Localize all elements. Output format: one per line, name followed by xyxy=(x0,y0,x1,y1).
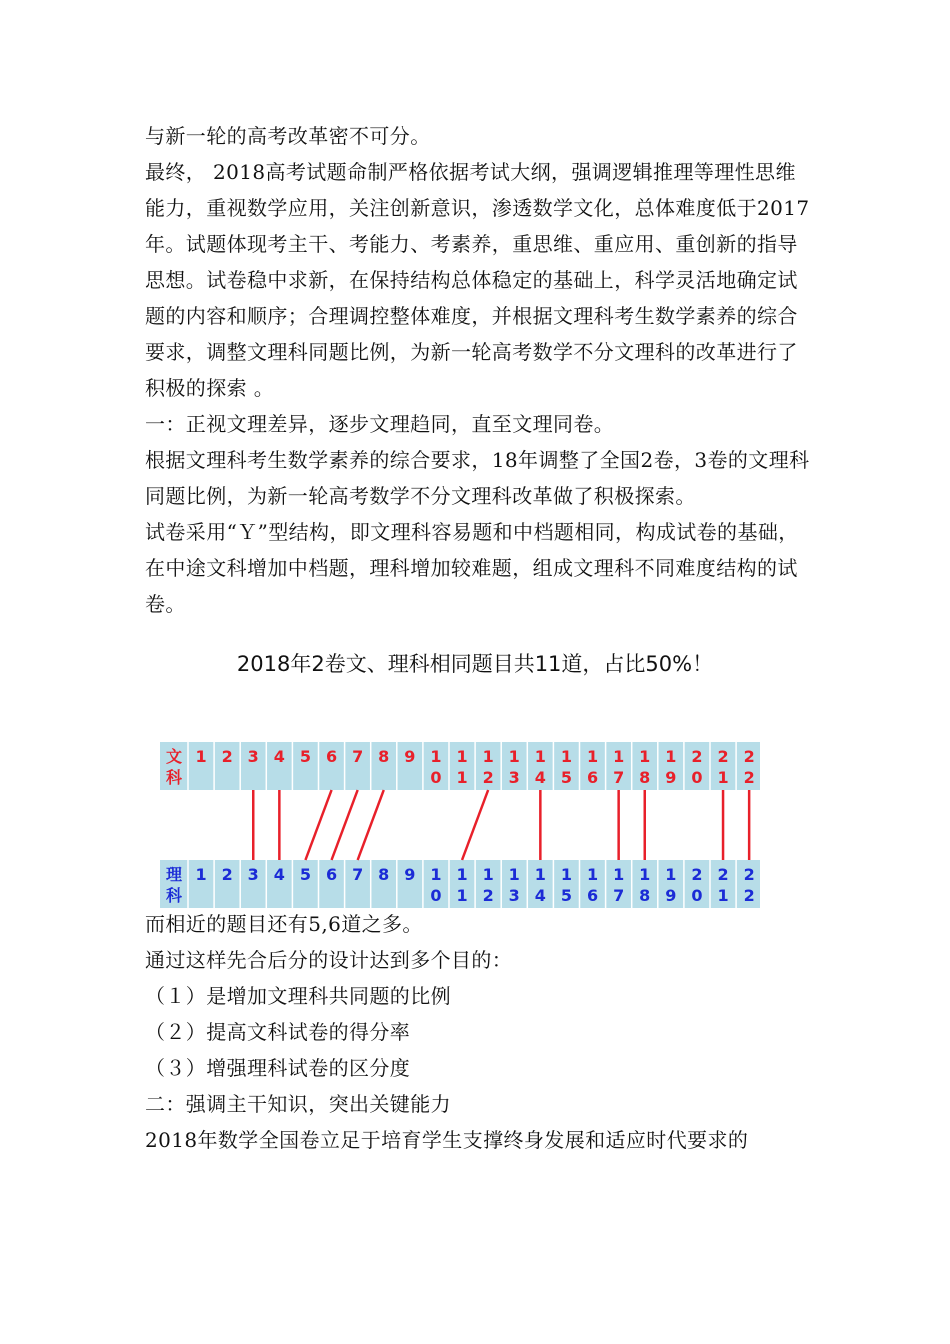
list-item: （２）提高文科试卷的得分率 xyxy=(145,1020,411,1044)
li-question-number: 6 xyxy=(325,865,338,884)
li-question-number: 7 xyxy=(613,886,625,905)
li-question-number: 1 xyxy=(665,865,677,884)
list-item: （３）增强理科试卷的区分度 xyxy=(145,1056,411,1080)
li-question-number: 8 xyxy=(378,865,390,884)
wen-question-number: 1 xyxy=(613,747,625,766)
wen-question-number: 2 xyxy=(221,747,233,766)
wen-question-number: 3 xyxy=(247,747,259,766)
wen-question-number: 1 xyxy=(717,768,729,787)
wen-label-char: 科 xyxy=(165,768,183,787)
li-question-number: 4 xyxy=(273,865,285,884)
li-question-number: 3 xyxy=(508,886,520,905)
wen-question-number: 2 xyxy=(482,768,494,787)
wen-question-number: 4 xyxy=(273,747,285,766)
main-text xyxy=(145,154,815,622)
paragraph: 通过这样先合后分的设计达到多个目的： xyxy=(145,948,513,972)
li-row xyxy=(160,860,760,908)
wen-question-number: 3 xyxy=(508,768,520,787)
wen-question-number: 1 xyxy=(508,747,520,766)
li-label-char: 科 xyxy=(165,886,183,905)
wen-question-number: 4 xyxy=(534,768,546,787)
wen-question-number: 0 xyxy=(430,768,442,787)
li-question-number: 2 xyxy=(743,865,755,884)
li-question-number: 8 xyxy=(639,886,651,905)
wen-question-number: 2 xyxy=(717,747,729,766)
li-question-number: 0 xyxy=(691,886,703,905)
wen-question-number: 1 xyxy=(456,747,468,766)
li-question-number: 1 xyxy=(639,865,651,884)
wen-question-number: 7 xyxy=(352,747,364,766)
li-question-number: 1 xyxy=(456,865,468,884)
li-question-number: 1 xyxy=(534,865,546,884)
paragraph: 最终， 2018高考试题命制严格依据考试大纲，强调逻辑推理等理性思维能力，重视数学应用，关注创新意识，渗透数学文化，总体难度低于2017年。试题体现考主干、考能力、考素养，重思维、重应用、重创新的指导思想。试卷稳中求新，在保持结构总体稳定的基础上，科学灵活地确定试题的内容和顺序；合理调控整体难度，并根据文理科考生数学素养的综合要求，调整文理科同题比例，为新一轮高考数学不分文理科的改革进行了积极的探索 。 xyxy=(145,160,810,400)
wen-question-number: 2 xyxy=(743,768,755,787)
same-question-connector xyxy=(358,790,384,860)
section-heading-1: 一：正视文理差异，逐步文理趋同，直至文理同卷。 xyxy=(145,412,615,436)
li-question-number: 1 xyxy=(613,865,625,884)
li-question-number: 2 xyxy=(221,865,233,884)
paragraph: 根据文理科考生数学素养的综合要求，18年调整了全国2卷，3卷的文理科同题比例，为新一轮高考数学不分文理科改革做了积极探索。 xyxy=(145,448,810,508)
wen-question-number: 6 xyxy=(586,768,599,787)
paragraph: 试卷采用“Ｙ”型结构，即文理科容易题和中档题相同，构成试卷的基础，在中途文科增加中档题，理科增加较难题，组成文理科不同难度结构的试卷。 xyxy=(145,520,799,616)
li-question-number: 1 xyxy=(717,886,729,905)
li-question-number: 1 xyxy=(195,865,207,884)
li-question-number: 2 xyxy=(743,886,755,905)
wen-question-number: 7 xyxy=(613,768,625,787)
li-question-number: 6 xyxy=(586,886,599,905)
same-question-connector xyxy=(305,790,331,860)
closing-text xyxy=(145,906,815,1158)
wen-question-number: 1 xyxy=(560,747,573,766)
wen-row xyxy=(160,742,760,790)
li-question-number: 7 xyxy=(352,865,364,884)
wen-question-number: 2 xyxy=(743,747,755,766)
wen-question-number: 1 xyxy=(665,747,677,766)
li-question-number: 2 xyxy=(482,886,494,905)
li-question-number: 3 xyxy=(247,865,259,884)
paragraph: 2018年数学全国卷立足于培育学生支撑终身发展和适应时代要求的 xyxy=(145,1128,749,1152)
figure-title: 2018年2卷文、理科相同题目共11道，占比50%！ xyxy=(236,652,714,676)
wen-question-number: 6 xyxy=(325,747,338,766)
wen-question-number: 0 xyxy=(691,768,703,787)
wen-question-number: 9 xyxy=(404,747,416,766)
li-question-number: 5 xyxy=(299,865,312,884)
wen-question-number: 1 xyxy=(586,747,599,766)
li-question-number: 2 xyxy=(717,865,729,884)
li-question-number: 2 xyxy=(691,865,703,884)
li-question-number: 5 xyxy=(560,886,573,905)
li-question-number: 1 xyxy=(456,886,468,905)
question-mapping-diagram xyxy=(160,738,760,918)
li-question-number: 9 xyxy=(665,886,677,905)
li-question-number: 1 xyxy=(482,865,494,884)
li-question-number: 1 xyxy=(560,865,573,884)
li-question-number: 1 xyxy=(586,865,599,884)
wen-question-number: 9 xyxy=(665,768,677,787)
li-question-number: 0 xyxy=(430,886,442,905)
wen-question-number: 5 xyxy=(560,768,573,787)
list-item: （１）是增加文理科共同题的比例 xyxy=(145,984,451,1008)
li-question-number: 1 xyxy=(430,865,442,884)
wen-question-number: 1 xyxy=(639,747,651,766)
wen-question-number: 8 xyxy=(378,747,390,766)
li-question-number: 1 xyxy=(508,865,520,884)
same-question-connector xyxy=(332,790,358,860)
wen-question-number: 1 xyxy=(195,747,207,766)
li-question-number: 9 xyxy=(404,865,416,884)
paragraph: 与新一轮的高考改革密不可分。 xyxy=(145,124,431,148)
wen-question-number: 5 xyxy=(299,747,312,766)
intro-text xyxy=(145,118,815,154)
wen-question-number: 2 xyxy=(691,747,703,766)
wen-question-number: 1 xyxy=(430,747,442,766)
wen-label-char: 文 xyxy=(165,747,183,766)
wen-question-number: 8 xyxy=(639,768,651,787)
li-label-char: 理 xyxy=(165,865,183,884)
paragraph: 而相近的题目还有5,6道之多。 xyxy=(145,912,423,936)
same-question-connector xyxy=(462,790,488,860)
section-heading-2: 二：强调主干知识，突出关键能力 xyxy=(145,1092,451,1116)
wen-question-number: 1 xyxy=(534,747,546,766)
wen-question-number: 1 xyxy=(456,768,468,787)
li-question-number: 4 xyxy=(534,886,546,905)
wen-question-number: 1 xyxy=(482,747,494,766)
